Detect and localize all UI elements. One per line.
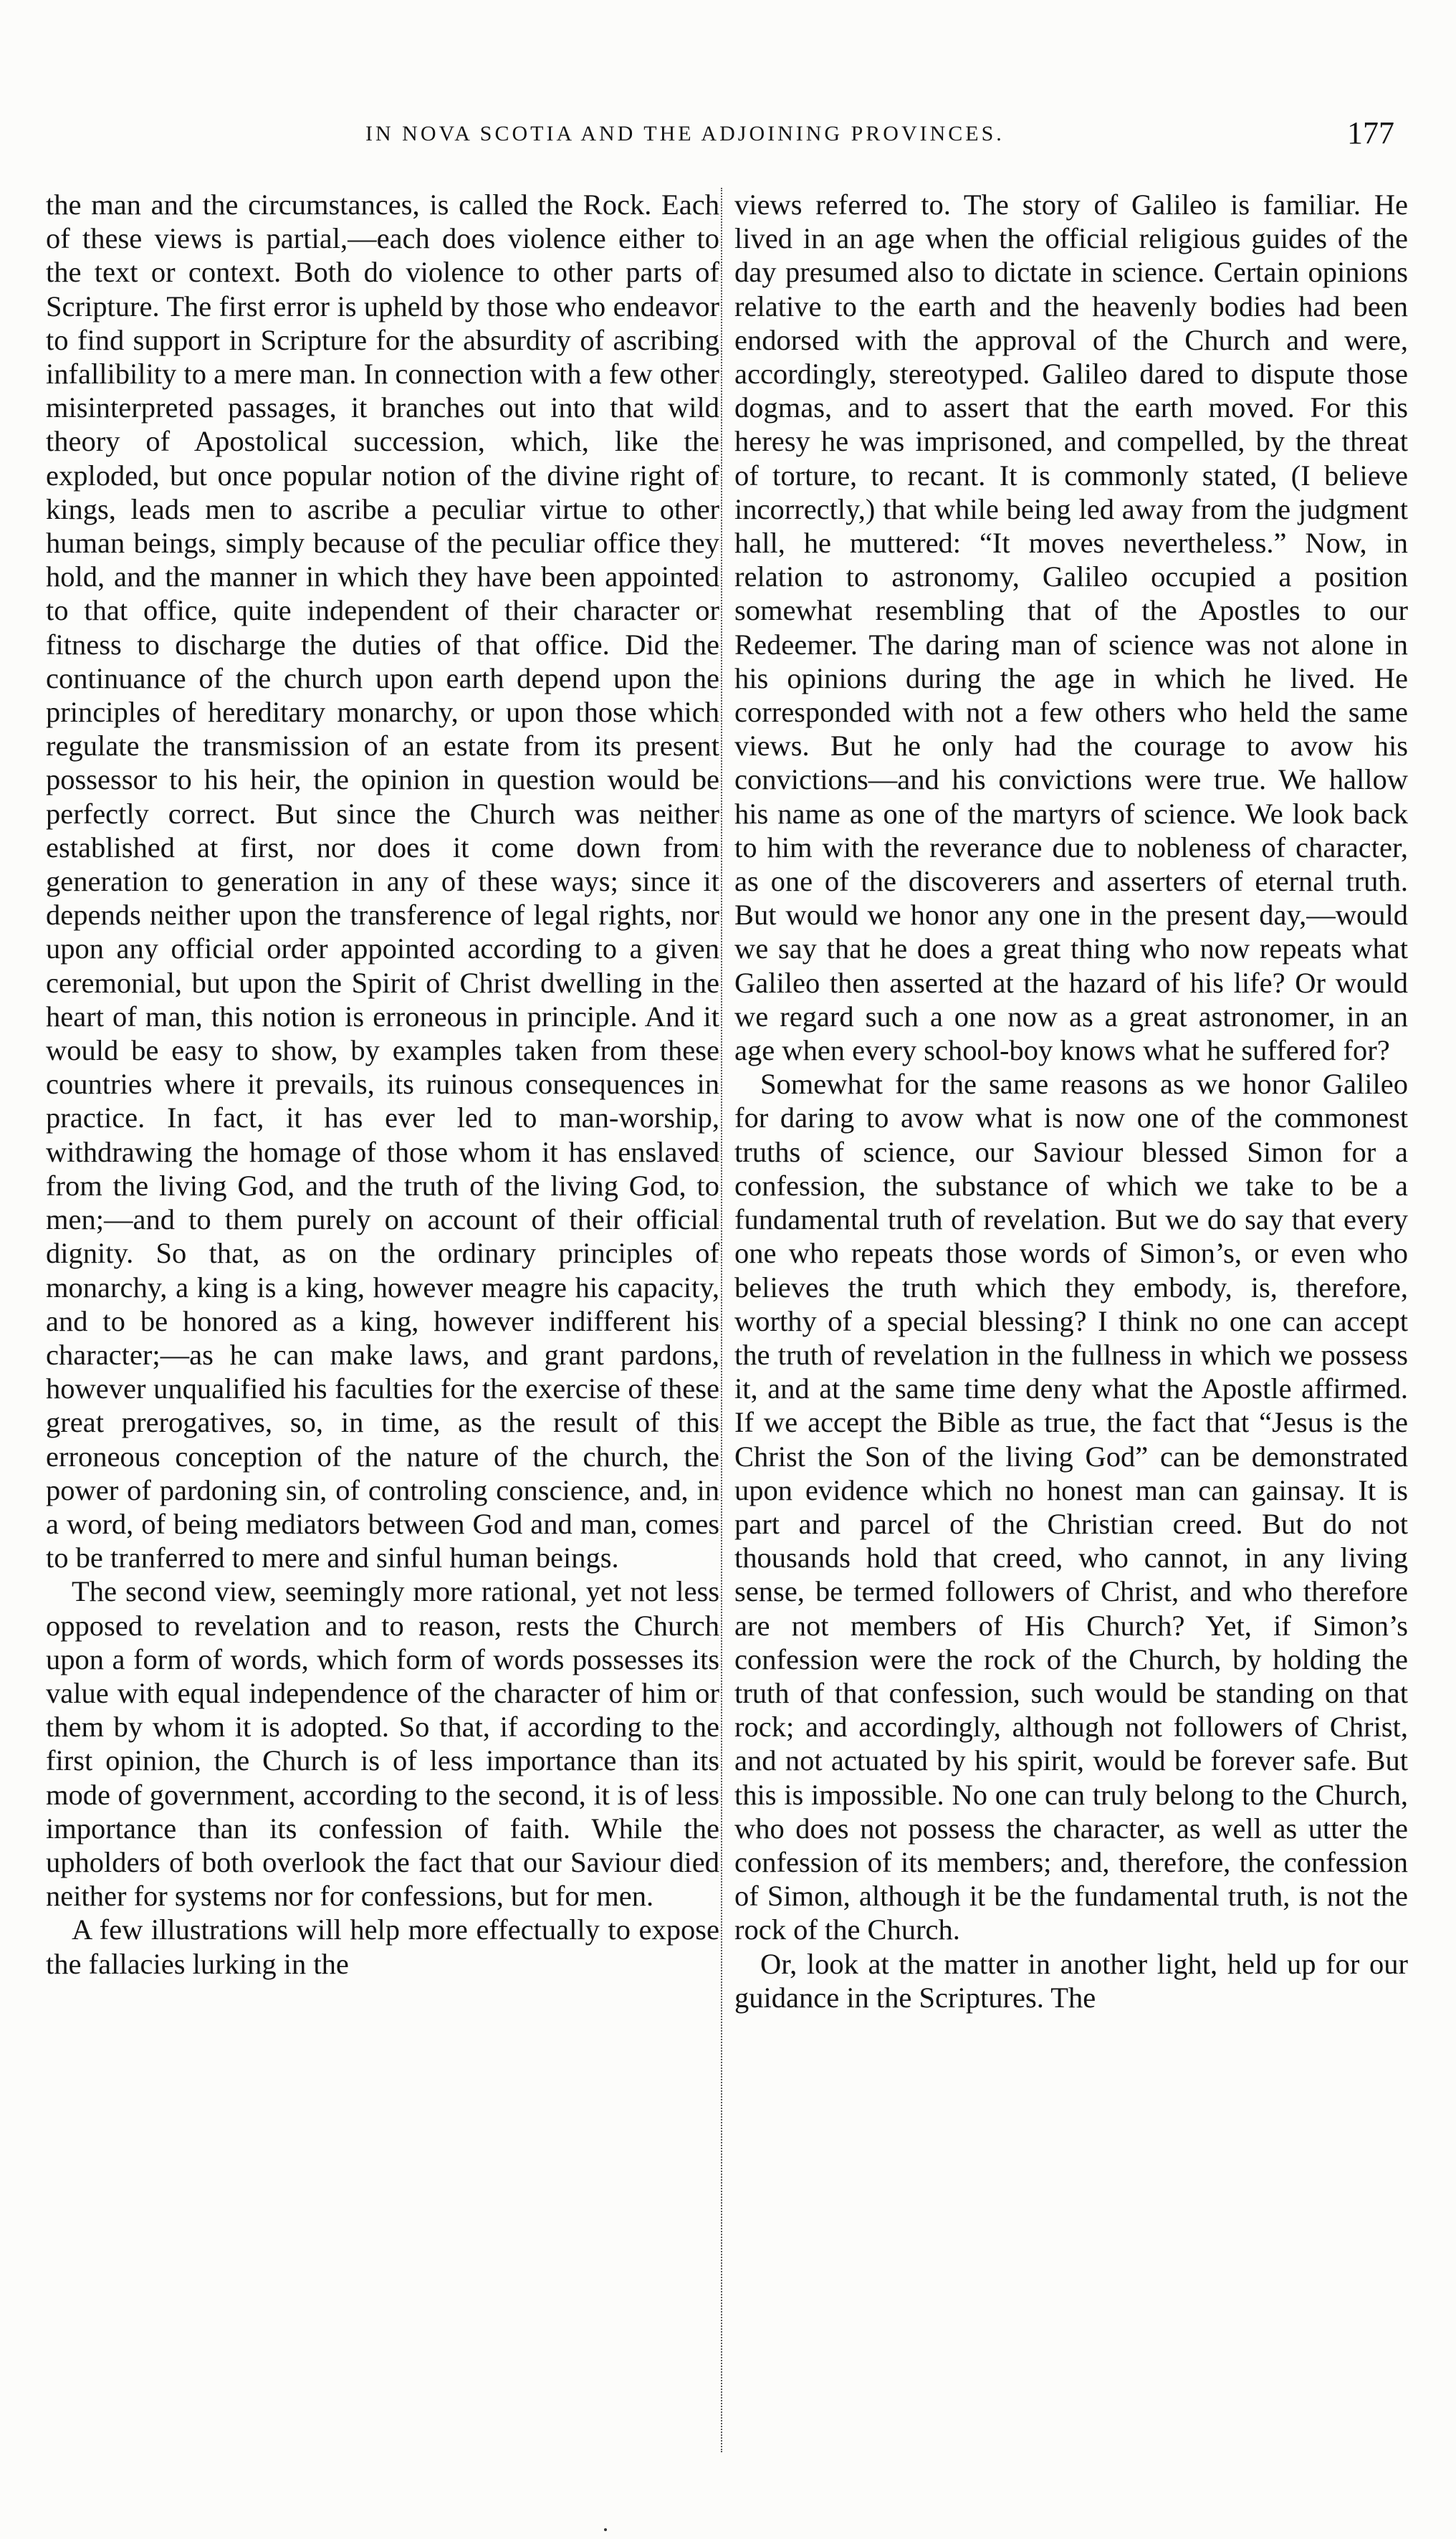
left-column — [46, 188, 719, 1981]
column-divider — [721, 188, 722, 2452]
left-paragraph-3: A few illustrations will help more effectually to expose the fallacies lurking in the — [46, 1913, 719, 1980]
right-paragraph-1: views referred to. The story of Galileo is familiar. He lived in an age when the official religious guides of the day presumed also to dictate in science. Certain opinions relative to the earth and the heavenly bodies had been endorsed with the approval of the Church and were, accordingly, stereotyped. Galileo dared to dispute those dogmas, and to assert that the earth moved. For this heresy he was imprisoned, and compelled, by the threat of torture, to recant. It is commonly stated, (I believe incorrectly,) that while being led away from the judgment hall, he muttered: “It moves nevertheless.” Now, in relation to astronomy, Galileo occupied a position somewhat resembling that of the Apostles to our Redeemer. The daring man of science was not alone in his opinions during the age in which he lived. He corresponded with not a few others who held the same views. But he only had the courage to avow his convictions—and his convictions were true. We hallow his name as one of the martyrs of science. We look back to him with the reverance due to nobleness of character, as one of the discoverers and asserters of eternal truth. But would we honor any one in the present day,—would we say that he does a great thing who now repeats what Galileo then asserted at the hazard of his life? Or would we regard such a one now as a great astronomer, in an age when every school-boy knows what he suffered for? — [734, 188, 1408, 1067]
left-paragraph-2: The second view, seemingly more rational, yet not less opposed to revelation and to reason, rests the Church upon a form of words, which form of words possesses its value with equal independence of the character of him or them by whom it is adopted. So that, if according to the first opinion, the Church is of less importance than its mode of government, according to the second, it is of less importance than its confession of faith. While the upholders of both overlook the fact that our Saviour died neither for systems nor for confessions, but for men. — [46, 1575, 719, 1913]
running-head — [43, 115, 1404, 158]
right-paragraph-2: Somewhat for the same reasons as we honor Galileo for daring to avow what is now one of the commonest truths of science, our Saviour blessed Simon for a confession, the substance of which we take to be a fundamental truth of revelation. But we do say that every one who repeats those words of Simon’s, or even who believes the truth which they embody, is, therefore, worthy of a special blessing? I think no one can accept the truth of revelation in the fullness in which we possess it, and at the same time deny what the Apostle affirmed. If we accept the Bible as true, the fact that “Jesus is the Christ the Son of the living God” can be demonstrated upon evidence which no honest man can gainsay. It is part and parcel of the Christian creed. But do not thousands hold that creed, who cannot, in any living sense, be termed followers of Christ, and who therefore are not members of His Church? Yet, if Simon’s confession were the rock of the Church, by holding the truth of that confession, such would be standing on that rock; and accordingly, although not followers of Christ, and not actuated by his spirit, would be forever safe. But this is impossible. No one can truly belong to the Church, who does not possess the character, as well as utter the confession of its members; and, therefore, the confession of Simon, although it be the fundamental truth, is not the rock of the Church. — [734, 1068, 1408, 1946]
right-column — [734, 188, 1408, 2014]
running-title: IN NOVA SCOTIA AND THE ADJOINING PROVINCES. — [365, 122, 1005, 145]
left-paragraph-1: the man and the circumstances, is called the Rock. Each of these views is partial,—each does violence either to the text or context. Both do violence to other parts of Scripture. The first error is upheld by those who endeavor to find support in Scripture for the absurdity of ascribing infallibility to a mere man. In connection with a few other misinterpreted passages, it branches out into that wild theory of Apostolical succession, which, like the exploded, but once popular notion of the divine right of kings, leads men to ascribe a peculiar virtue to other human beings, simply because of the peculiar office they hold, and the manner in which they have been appointed to that office, quite independent of their character or fitness to discharge the duties of that office. Did the continuance of the church upon earth depend upon the principles of hereditary monarchy, or upon those which regulate the transmission of an estate from its present possessor to his heir, the opinion in question would be perfectly correct. But since the Church was neither established at first, nor does it come down from generation to generation in any of these ways; since it depends neither upon the transference of legal rights, nor upon any official order appointed according to a given ceremonial, but upon the Spirit of Christ dwelling in the heart of man, this notion is erroneous in principle. And it would be easy to show, by examples taken from these countries where it prevails, its ruinous consequences in practice. In fact, it has ever led to man-worship, withdrawing the homage of those whom it has enslaved from the living God, and the truth of the living God, to men;—and to them purely on account of their official dignity. So that, as on the ordinary principles of monarchy, a king is a king, however meagre his capacity, and to be honored as a king, however indifferent his character;—as he can make laws, and grant pardons, however unqualified his faculties for the exercise of these great prerogatives, so, in time, as the result of this erroneous conception of the nature of the church, the power of pardoning sin, of controling conscience, and, in a word, of being mediators between God and man, comes to be tranferred to mere and sinful human beings. — [46, 188, 719, 1574]
ink-speck — [604, 2528, 607, 2531]
page-number: 177 — [1347, 115, 1394, 150]
right-paragraph-3: Or, look at the matter in another light, held up for our guidance in the Scriptures. The — [734, 1947, 1408, 2014]
